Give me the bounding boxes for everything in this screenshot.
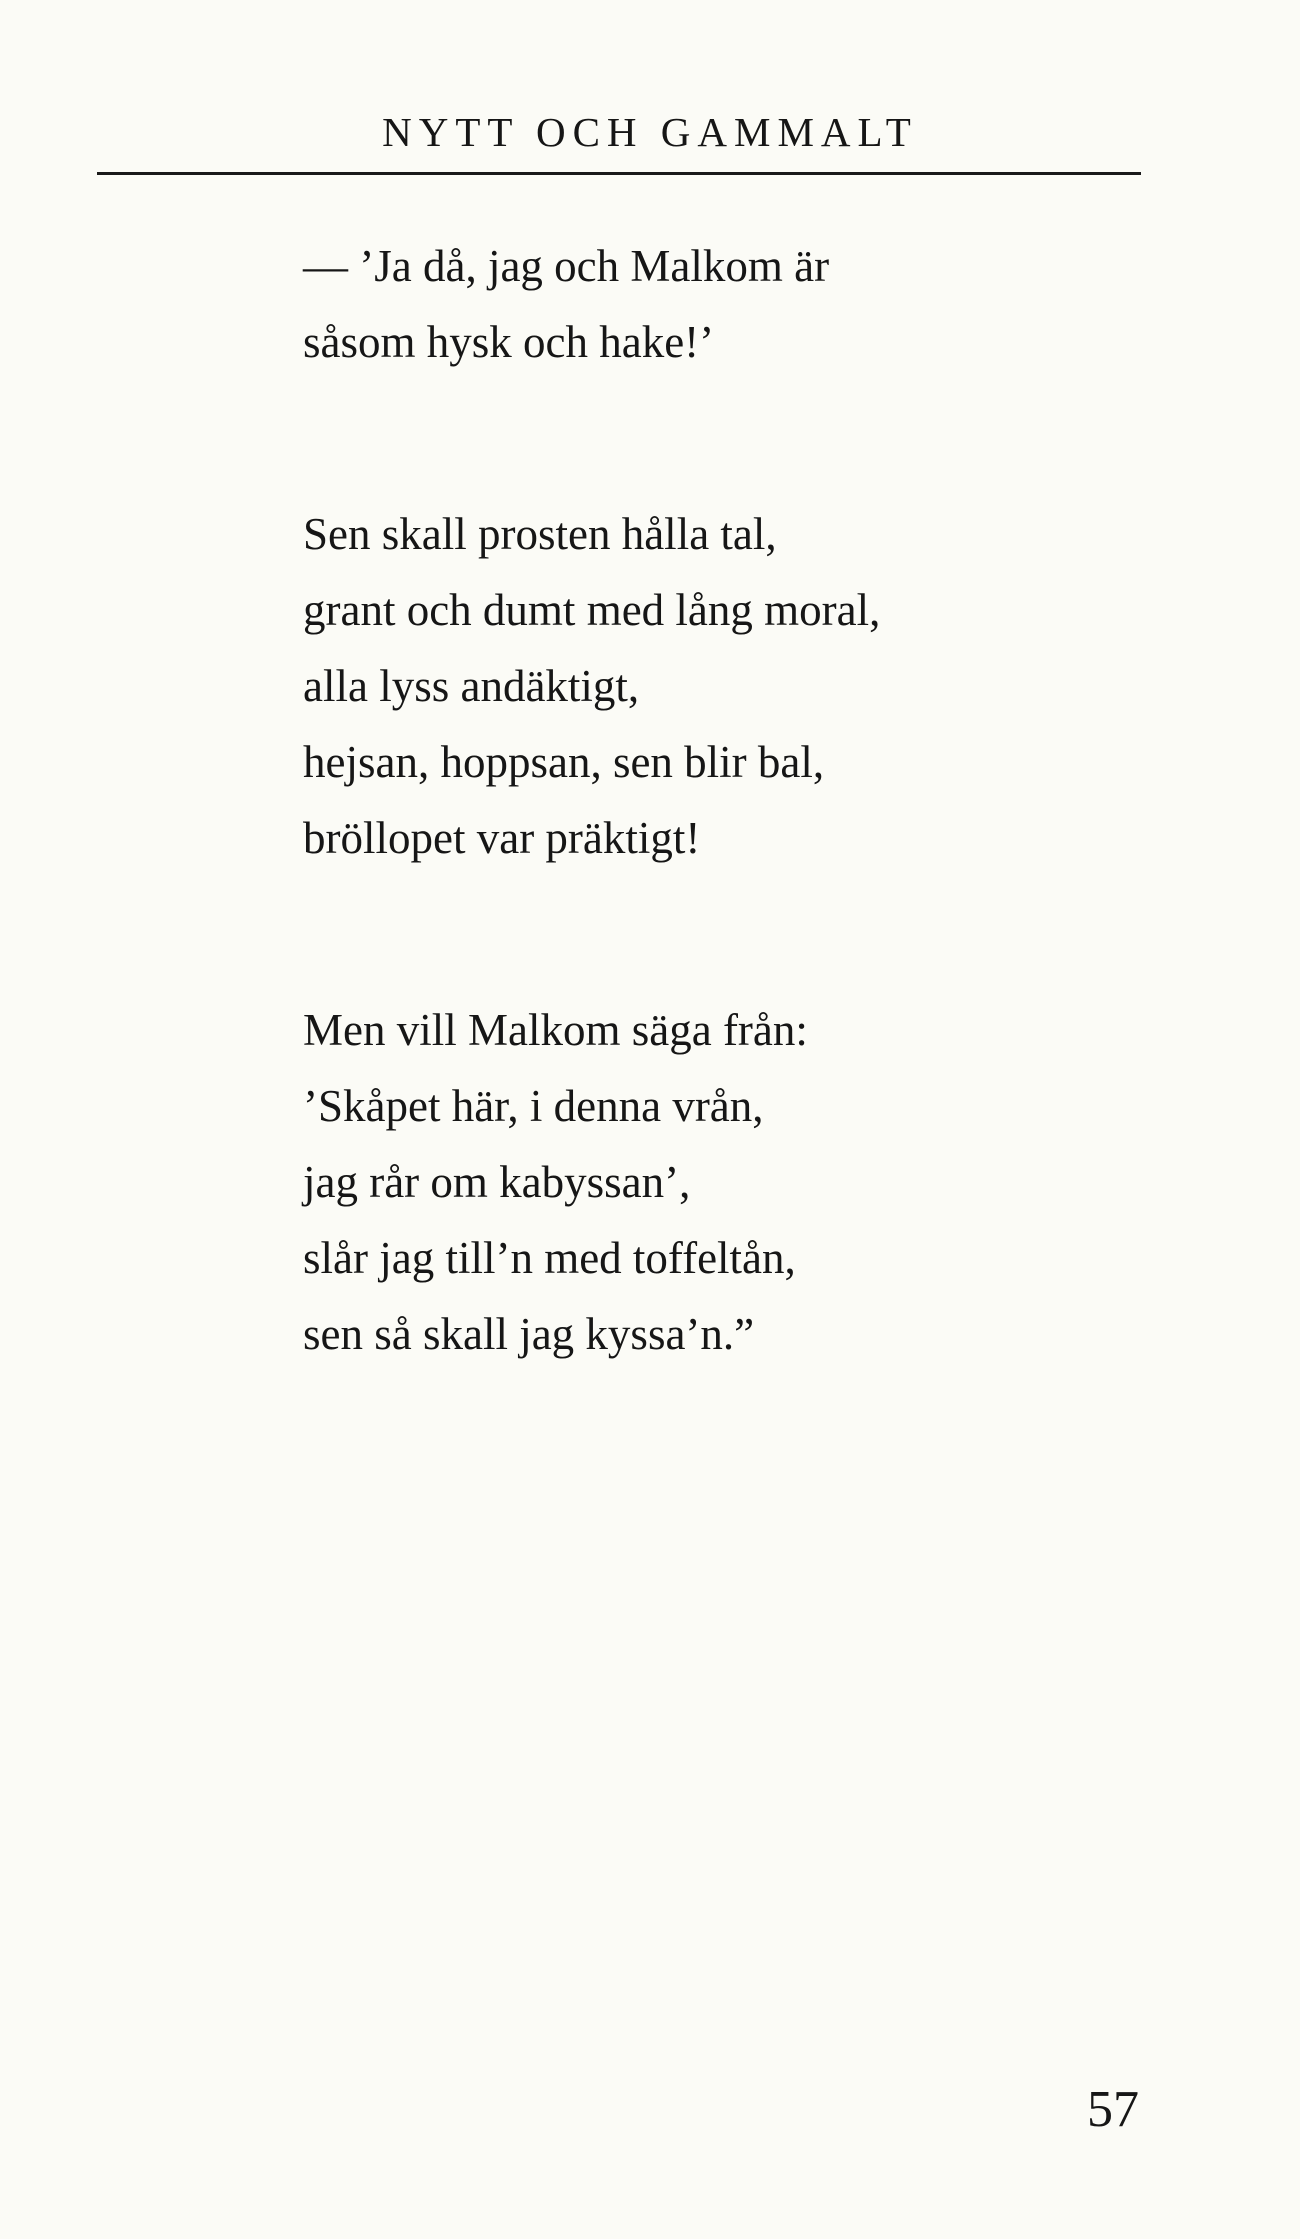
poem-line: grant och dumt med lång moral, [303, 585, 881, 635]
stanza-1 [303, 228, 1163, 380]
poem-line: slår jag till’n med toffeltån, [303, 1233, 796, 1283]
poem-line: såsom hysk och hake!’ [303, 317, 715, 367]
header-rule [97, 172, 1141, 175]
poem-line: ’Skåpet här, i denna vrån, [303, 1081, 764, 1131]
poem-line: bröllopet var präktigt! [303, 813, 701, 863]
poem-line: alla lyss andäktigt, [303, 661, 640, 711]
poem-line: jag rår om kabyssan’, [303, 1157, 691, 1207]
stanza-2 [303, 496, 1163, 876]
poem-line: Men vill Malkom säga från: [303, 1005, 808, 1055]
page-number: 57 [1087, 2081, 1139, 2138]
poem-line: Sen skall prosten hålla tal, [303, 509, 777, 559]
running-head: NYTT OCH GAMMALT [382, 109, 918, 155]
poem-line: hejsan, hoppsan, sen blir bal, [303, 737, 825, 787]
stanza-3 [303, 992, 1163, 1372]
poem-line: — ’Ja då, jag och Malkom är [303, 241, 830, 291]
poem-line: sen så skall jag kyssa’n.” [303, 1309, 755, 1359]
poem-body [303, 228, 1163, 1488]
